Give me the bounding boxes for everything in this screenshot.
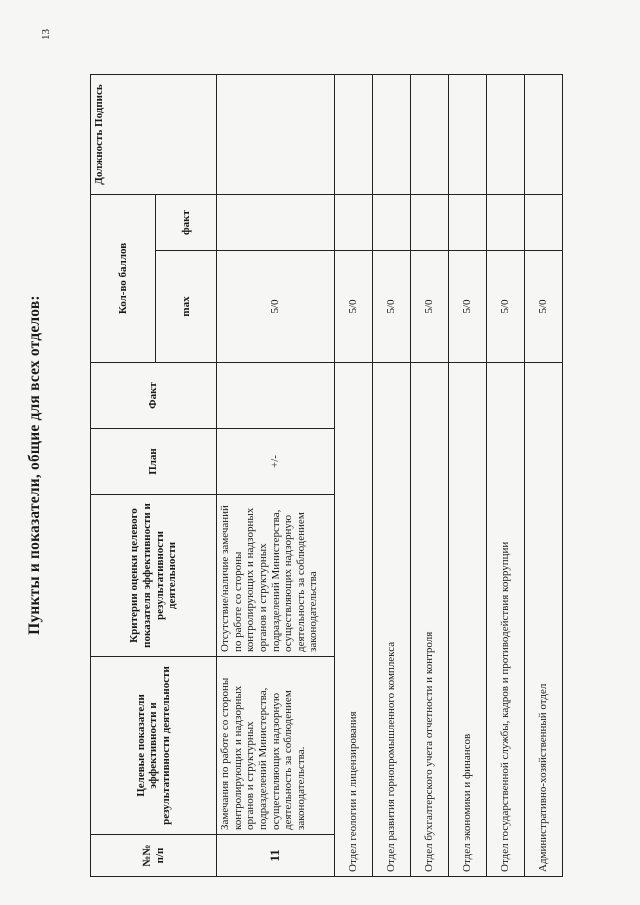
row-target: Замечания по работе со стороны контролирующих и надзорных органов и структурных подразделений Министерства, осуществляющих надзорную деятельность за соблюдением законодательства. — [217, 657, 335, 835]
page-number: 13 — [40, 29, 52, 40]
table-row — [487, 75, 525, 877]
row-plan: +/- — [217, 429, 335, 495]
header-fact: Факт — [91, 363, 217, 429]
header-points: Кол-во баллов — [91, 195, 156, 363]
row-fact — [217, 363, 335, 429]
header-criteria: Критерии оценки целевого показателя эффективности и результативности деятельности — [91, 495, 217, 657]
row-criteria: Отсутствие/наличие замечаний по работе со стороны контролирующих и надзорных органов и структурных подразделений Министерства, осуществляющих надзорную деятельность за соблюдением законодательства — [217, 495, 335, 657]
department-max: 5/0 — [525, 251, 563, 363]
header-row — [91, 75, 156, 877]
department-name: Отдел геологии и лицензирования — [335, 363, 373, 877]
department-max: 5/0 — [373, 251, 411, 363]
table-row — [449, 75, 487, 877]
row-max: 5/0 — [217, 251, 335, 363]
department-name: Отдел экономики и финансов — [449, 363, 487, 877]
department-name: Административно-хозяйственный отдел — [525, 363, 563, 877]
table-row — [373, 75, 411, 877]
header-points-max: max — [156, 251, 217, 363]
department-name: Отдел бухгалтерского учета отчетности и контроля — [411, 363, 449, 877]
criteria-table — [90, 74, 563, 877]
department-max: 5/0 — [487, 251, 525, 363]
department-name: Отдел развития горнопромышленного комплекса — [373, 363, 411, 877]
department-max: 5/0 — [411, 251, 449, 363]
header-target: Целевые показатели эффективности и результативности деятельности — [91, 657, 217, 835]
page-title: Пункты и показатели, общие для всех отделов: — [26, 295, 43, 635]
table-row — [335, 75, 373, 877]
header-points-fact: факт — [156, 195, 217, 251]
table-row — [525, 75, 563, 877]
department-max: 5/0 — [335, 251, 373, 363]
row-position — [217, 75, 335, 195]
header-position: Должность Подпись — [91, 75, 217, 195]
department-max: 5/0 — [449, 251, 487, 363]
department-name: Отдел государственной службы, кадров и противодействия коррупции — [487, 363, 525, 877]
header-plan: План — [91, 429, 217, 495]
rotated-page — [12, 35, 612, 895]
table-row — [217, 75, 335, 877]
row-num: 11 — [217, 835, 335, 877]
row-points-fact — [217, 195, 335, 251]
table-row — [411, 75, 449, 877]
header-num: №№ п/п — [91, 835, 217, 877]
